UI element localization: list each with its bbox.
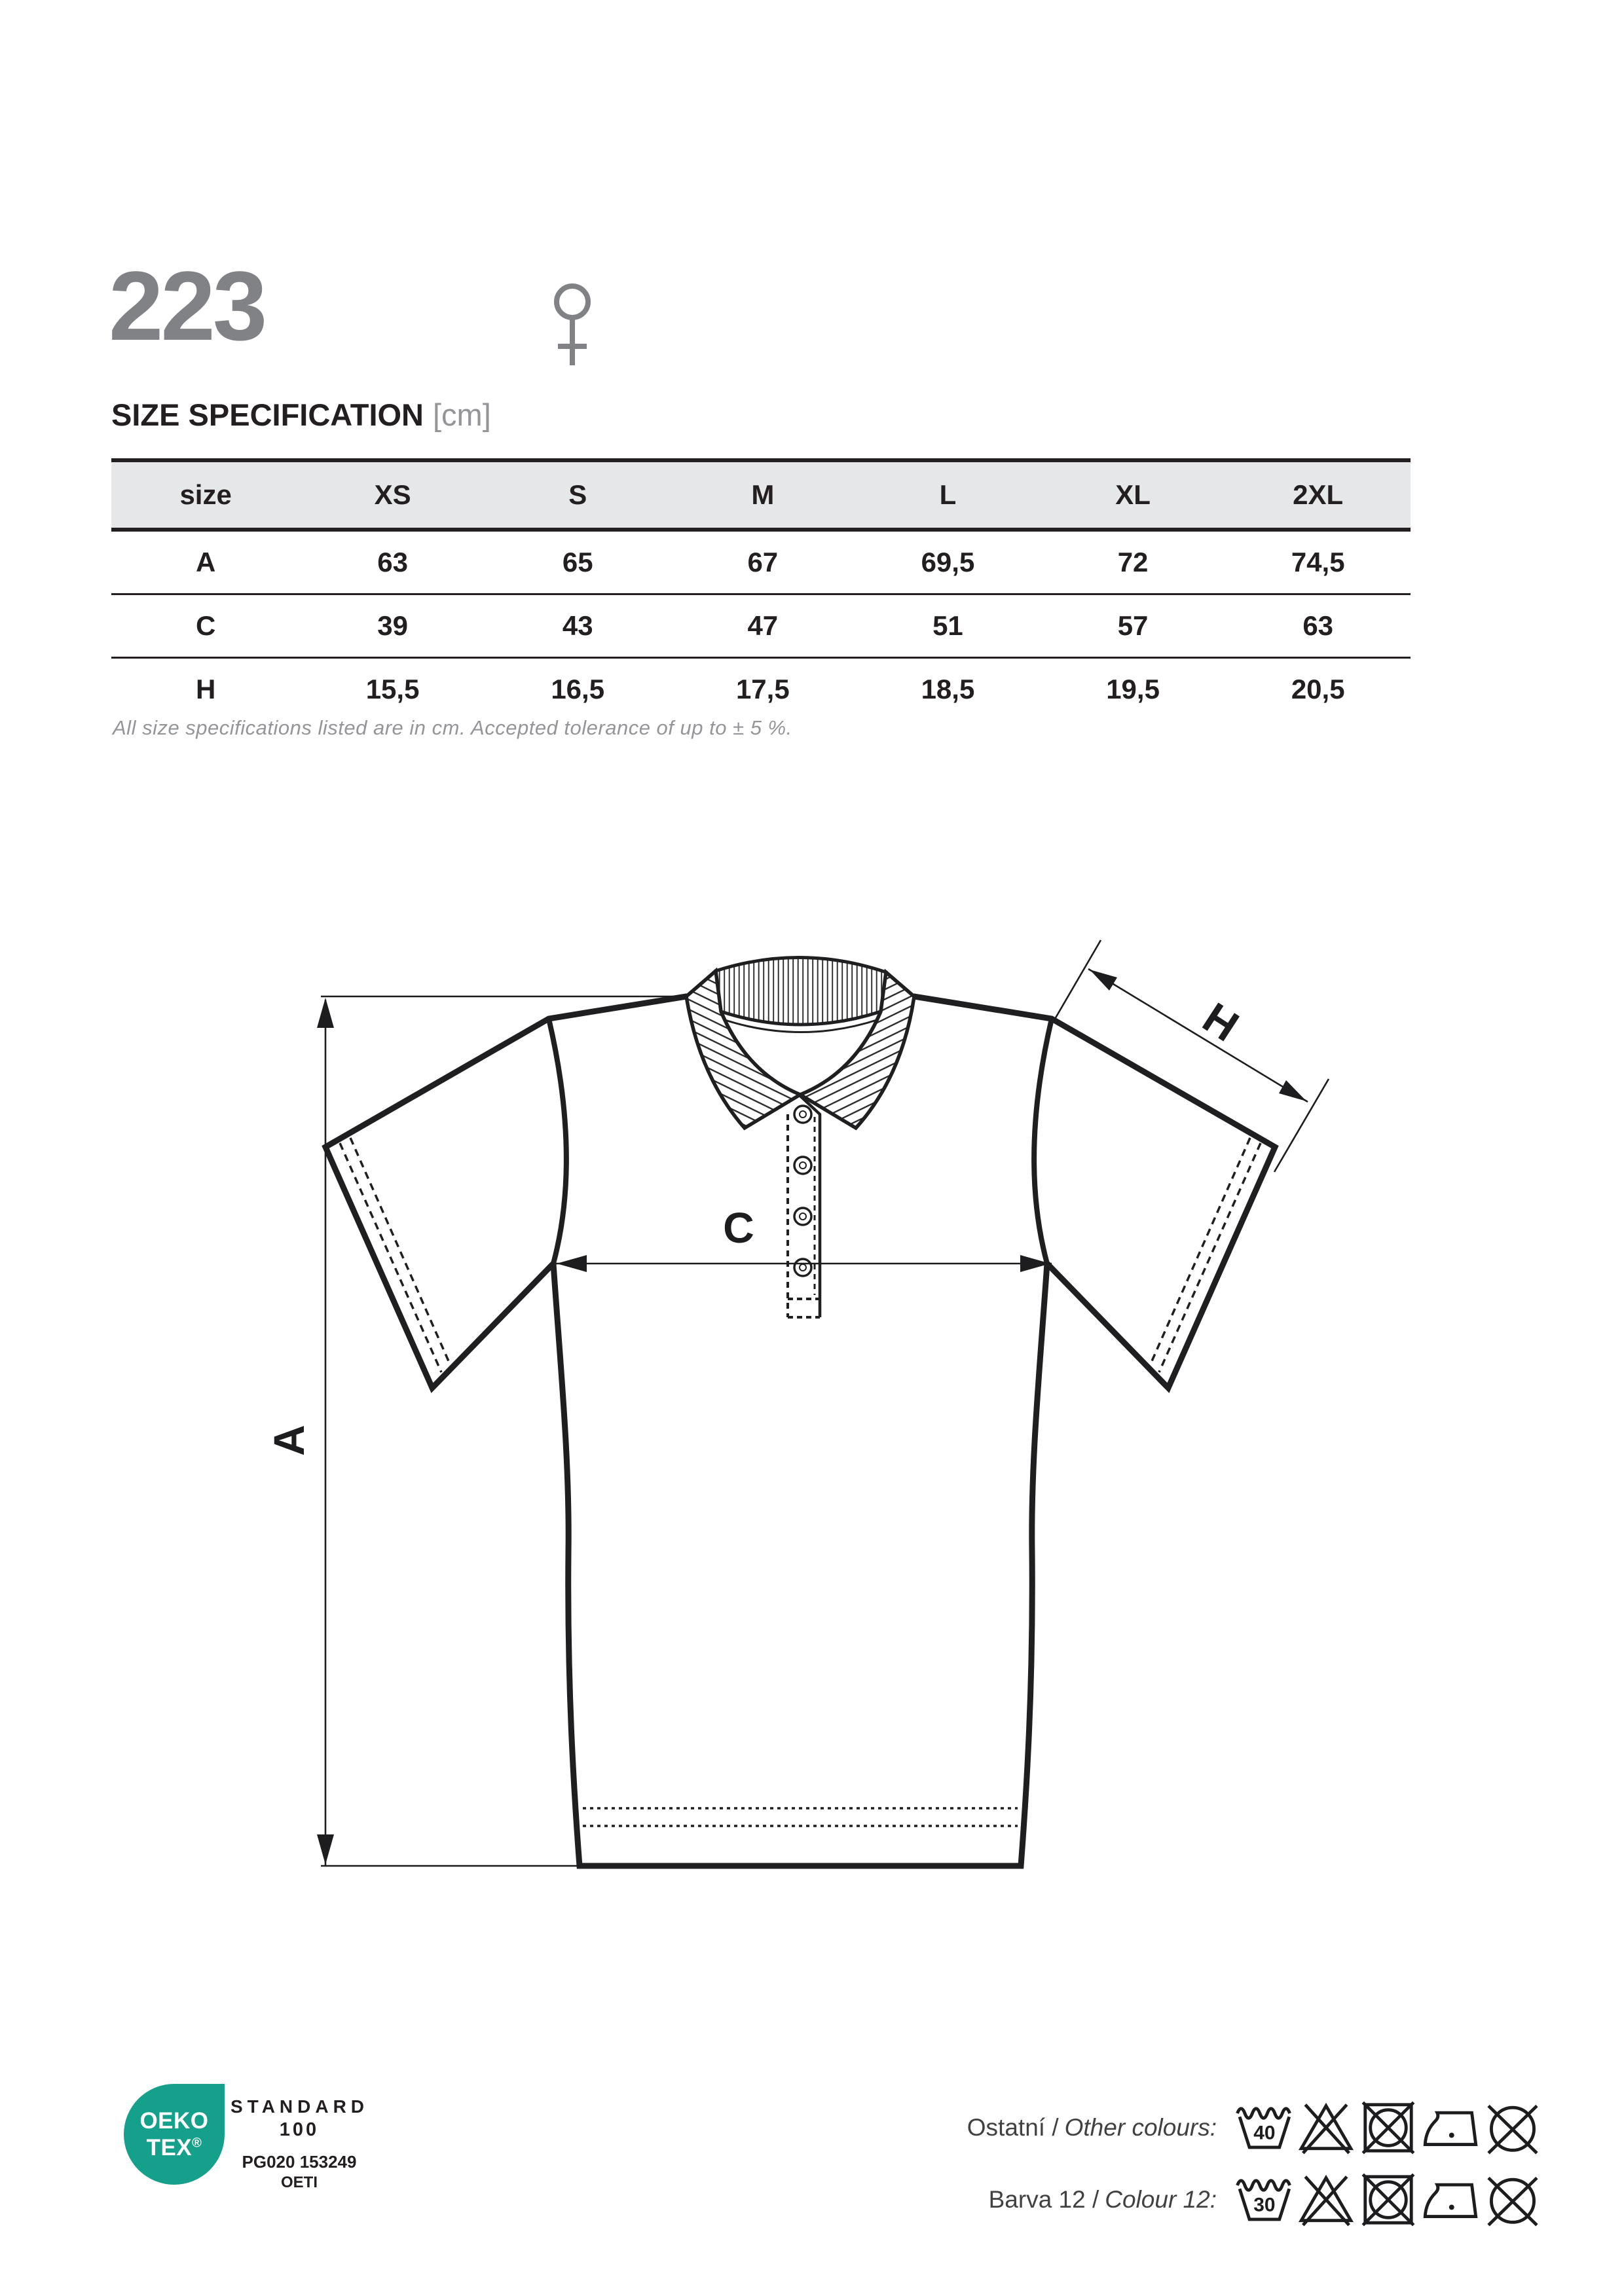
oeko-tex-standard-block: [231, 2096, 368, 2192]
standard-word: STANDARD: [231, 2096, 369, 2117]
certificate-number: PG020 153249: [242, 2152, 357, 2172]
col-header-xl: XL: [1115, 479, 1151, 510]
table-cell: 18,5: [921, 674, 975, 704]
care-row-label: [922, 2170, 1217, 2230]
row-label: C: [195, 610, 216, 641]
oeko-tex-logo-line2: TEX®: [146, 2135, 202, 2160]
section-title-unit: [cm]: [433, 397, 491, 432]
table-row-a: [111, 532, 1411, 595]
row-label: A: [195, 547, 216, 577]
table-cell: 72: [1117, 547, 1149, 577]
standard-number: 100: [279, 2119, 320, 2140]
svg-text:40: 40: [1253, 2122, 1276, 2144]
certifying-institute: OETI: [280, 2174, 318, 2191]
dimension-c-label: C: [723, 1203, 754, 1252]
registered-mark: ®: [192, 2136, 202, 2151]
do-not-dry-clean-icon: [1484, 2171, 1541, 2229]
product-code: 223: [109, 251, 265, 361]
button: [794, 1106, 811, 1123]
wash-40-icon: [1235, 2099, 1293, 2157]
iron-one-dot-icon: [1422, 2171, 1479, 2229]
table-cell: 20,5: [1291, 674, 1345, 704]
care-symbols: [1235, 2099, 1541, 2157]
col-header-l: L: [939, 479, 957, 510]
care-label-local: Ostatní /: [967, 2114, 1059, 2141]
wash-30-icon: [1235, 2171, 1293, 2229]
do-not-tumble-dry-icon: [1359, 2171, 1417, 2229]
table-cell: 74,5: [1291, 547, 1345, 577]
table-cell: 15,5: [365, 674, 420, 704]
table-cell: 43: [562, 610, 593, 641]
oeko-tex-logo: [124, 2084, 225, 2185]
button: [794, 1157, 811, 1174]
iron-one-dot-icon: [1422, 2099, 1479, 2157]
care-symbols: [1235, 2171, 1541, 2229]
table-cell: 39: [377, 610, 408, 641]
care-row-label: [922, 2098, 1217, 2158]
do-not-tumble-dry-icon: [1359, 2099, 1417, 2157]
col-header-s: S: [568, 479, 587, 510]
polo-shirt-diagram: [249, 913, 1401, 1908]
size-table-header-row: [111, 462, 1411, 532]
col-header-2xl: 2XL: [1293, 479, 1344, 510]
table-row-h: [111, 659, 1411, 720]
care-label-local: Barva 12 /: [988, 2186, 1099, 2213]
section-title-text: SIZE SPECIFICATION: [111, 397, 424, 432]
table-cell: 17,5: [735, 674, 790, 704]
table-cell: 47: [747, 610, 779, 641]
table-cell: 19,5: [1106, 674, 1160, 704]
female-icon: [551, 283, 593, 372]
care-label-english: Colour 12:: [1105, 2186, 1217, 2213]
table-cell: 51: [932, 610, 963, 641]
section-title: [111, 397, 491, 433]
row-label: H: [195, 674, 216, 704]
oeko-tex-logo-line1: OEKO: [139, 2107, 209, 2134]
tolerance-note: All size specifications listed are in cm. Accepted tolerance of up to ± 5 %.: [113, 716, 792, 739]
care-label-english: Other colours:: [1064, 2114, 1217, 2141]
size-table: [111, 458, 1411, 720]
table-cell: 65: [562, 547, 593, 577]
table-row-c: [111, 595, 1411, 659]
col-header-size: size: [179, 479, 232, 510]
dimension-h-label: H: [1194, 993, 1247, 1051]
do-not-bleach-icon: [1297, 2099, 1355, 2157]
dimension-a-label: A: [265, 1425, 313, 1456]
do-not-dry-clean-icon: [1484, 2099, 1541, 2157]
table-cell: 69,5: [921, 547, 975, 577]
button: [794, 1259, 811, 1276]
table-cell: 63: [377, 547, 408, 577]
shirt-body: [325, 996, 1275, 1866]
button: [794, 1208, 811, 1225]
col-header-xs: XS: [374, 479, 411, 510]
svg-text:30: 30: [1253, 2194, 1276, 2216]
do-not-bleach-icon: [1297, 2171, 1355, 2229]
table-cell: 57: [1117, 610, 1149, 641]
table-cell: 16,5: [551, 674, 605, 704]
col-header-m: M: [751, 479, 775, 510]
table-cell: 67: [747, 547, 779, 577]
table-cell: 63: [1302, 610, 1334, 641]
